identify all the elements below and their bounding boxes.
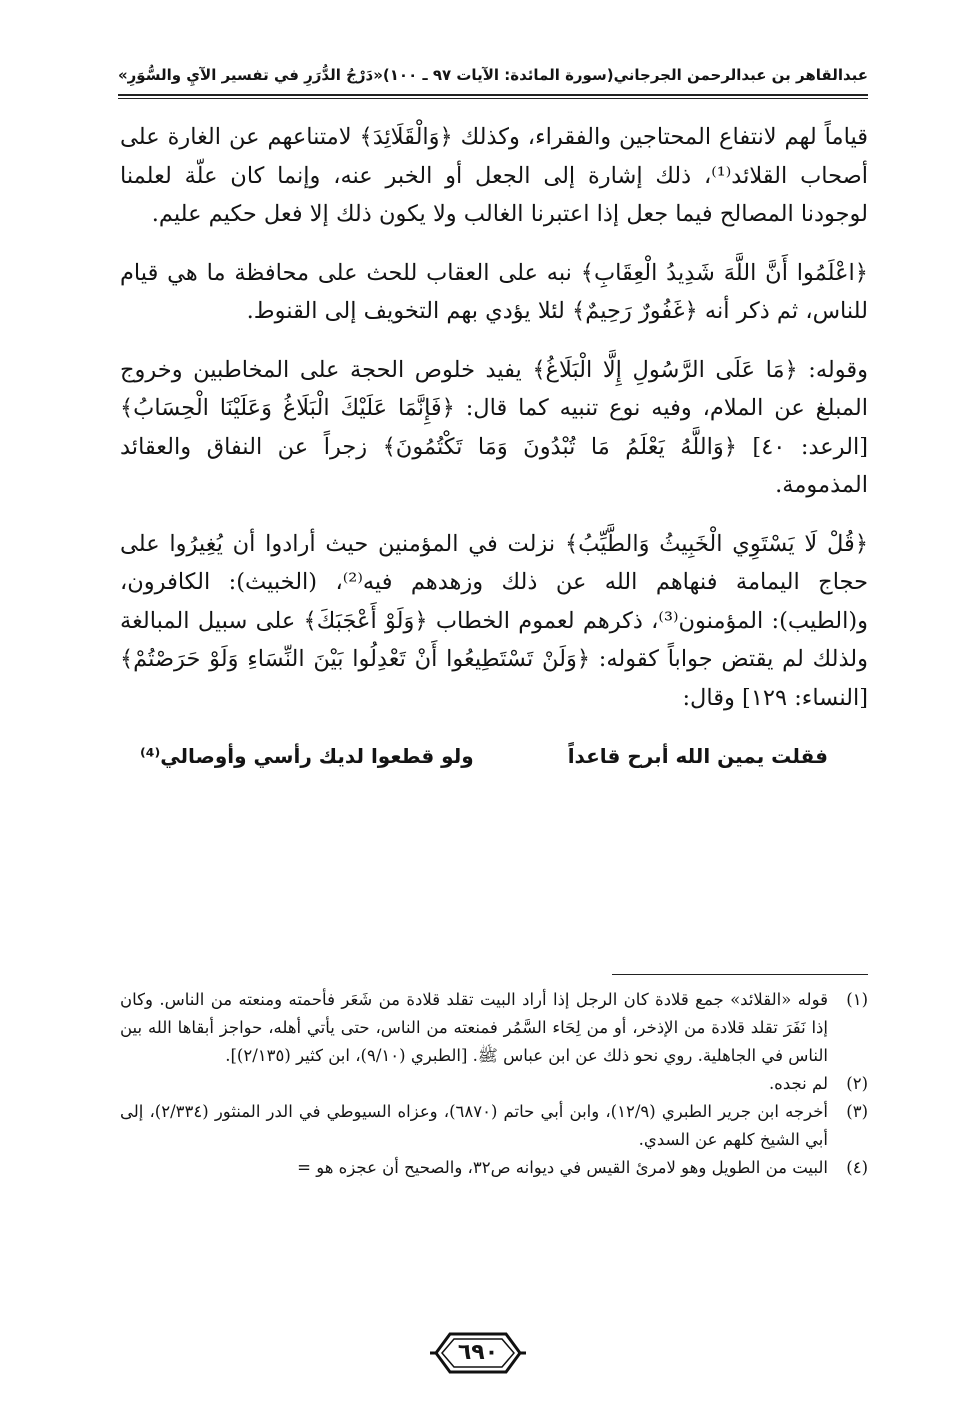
footnote-number: (١) xyxy=(846,990,868,1009)
header-rule-thin xyxy=(118,98,868,99)
footnote xyxy=(120,1070,868,1098)
footnote-number: (٣) xyxy=(846,1102,868,1121)
poetry-verse xyxy=(120,737,868,776)
header-author: عبدالقاهر بن عبدالرحمن الجرجاني xyxy=(613,66,868,84)
footnote xyxy=(120,986,868,1070)
footnote xyxy=(120,1154,868,1182)
paragraph-2: ﴿اعْلَمُوا أَنَّ اللَّهَ شَدِيدُ الْعِقَابِ﴾ نبه على العقاب للحث على محافظة ما هي قيام للناس، ثم ذكر أنه ﴿غَفُورٌ رَحِيمٌ﴾ لئلا يؤدي بهم التخويف إلى القنوط. xyxy=(120,259,868,324)
footnote-text: أخرجه ابن جرير الطبري (١٢/٩)، وابن أبي حاتم (٦٨٧٠)، وعزاه السيوطي في الدر المنثور (٢/٣٣٤)، إلى أبي الشيخ كلهم عن السدي. xyxy=(120,1102,828,1149)
paragraph-1: قياماً لهم لانتفاع المحتاجين والفقراء، وكذلك ﴿وَالْقَلَائِدَ﴾ لامتناعهم عن الغارة على أصحاب القلائد⁽¹⁾، ذلك إشارة إلى الجعل أو الخبر عنه، وإنما كان علّة لعلمنا لوجودنا المصالح فيما جعل إذا اعتبرنا الغالب ولا يكون ذلك إلا فعل حكيم عليم. xyxy=(120,124,868,227)
footnote-number: (٢) xyxy=(846,1074,868,1093)
verse-second-hemistich: ولو قطعوا لديك رأسي وأوصالي⁽⁴⁾ xyxy=(140,744,474,768)
page-number-frame xyxy=(428,1328,528,1378)
page-number: ٦٩٠ xyxy=(457,1340,499,1365)
footnote xyxy=(120,1098,868,1154)
main-text xyxy=(120,118,868,776)
running-header xyxy=(118,58,868,92)
header-surah: (سورة المائدة: الآيات ٩٧ ـ ١٠٠) xyxy=(382,66,614,84)
paragraph-4: ﴿قُلْ لَا يَسْتَوِي الْخَبِيثُ وَالطَّيِّبُ﴾ نزلت في المؤمنين حيث أرادوا أن يُغِيرُوا على حجاج اليمامة فنهاهم الله عن ذلك وزهدهم فيه⁽²⁾، (الخبيث): الكافرون، و(الطيب): المؤمنون⁽³⁾، ذكرهم لعموم الخطاب ﴿وَلَوْ أَعْجَبَكَ﴾ على سبيل المبالغة ولذلك لم يقتض جواباً كقوله: ﴿وَلَنْ تَسْتَطِيعُوا أَنْ تَعْدِلُوا بَيْنَ النِّسَاءِ وَلَوْ حَرَصْتُمْ﴾ [النساء: ١٢٩] وقال: xyxy=(120,530,868,711)
header-book-title: «دَرْجُ الدُّرَرِ في تفسير الآيِ والسُّوَرِ» xyxy=(117,66,383,84)
footnote-text: البيت من الطويل وهو لامرئ القيس في ديوانه ص٣٢، والصحيح أن عجزه هو = xyxy=(297,1158,828,1177)
footnote-number: (٤) xyxy=(846,1158,868,1177)
footnote-text: لم نجده. xyxy=(768,1074,828,1093)
footnote-text: قوله «القلائد» جمع قلادة كان الرجل إذا أراد البيت تقلد قلادة من شَعَر فأحمته ومنعته من الناس. وكان إذا نَفَرَ تقلد قلادة من الإذخر، أو من لِحَاء السَّمُر فمنعته من الناس، حتى يأتي أهله، حواجز أبقاها الله بين الناس في الجاهلية. روي نحو ذلك عن ابن عباس ﷺ. [الطبري (٩/١٠)، ابن كثير (٢/١٣٥)]. xyxy=(120,990,828,1065)
header-rule xyxy=(118,94,868,96)
verse-first-hemistich: فقلت يمين الله أبرح قاعداً xyxy=(567,744,828,768)
paragraph-3: وقوله: ﴿مَا عَلَى الرَّسُولِ إِلَّا الْبَلَاغُ﴾ يفيد خلوص الحجة على المخاطبين وخروج المبلغ عن الملام، وفيه نوع تنبيه كما قال: ﴿فَإِنَّمَا عَلَيْكَ الْبَلَاغُ وَعَلَيْنَا الْحِسَابُ﴾ [الرعد: ٤٠] ﴿وَاللَّهُ يَعْلَمُ مَا تُبْدُونَ وَمَا تَكْتُمُونَ﴾ زجراً عن النفاق والعقائد المذمومة. xyxy=(120,356,868,498)
footnote-separator xyxy=(612,974,868,975)
footnotes xyxy=(120,986,868,1182)
